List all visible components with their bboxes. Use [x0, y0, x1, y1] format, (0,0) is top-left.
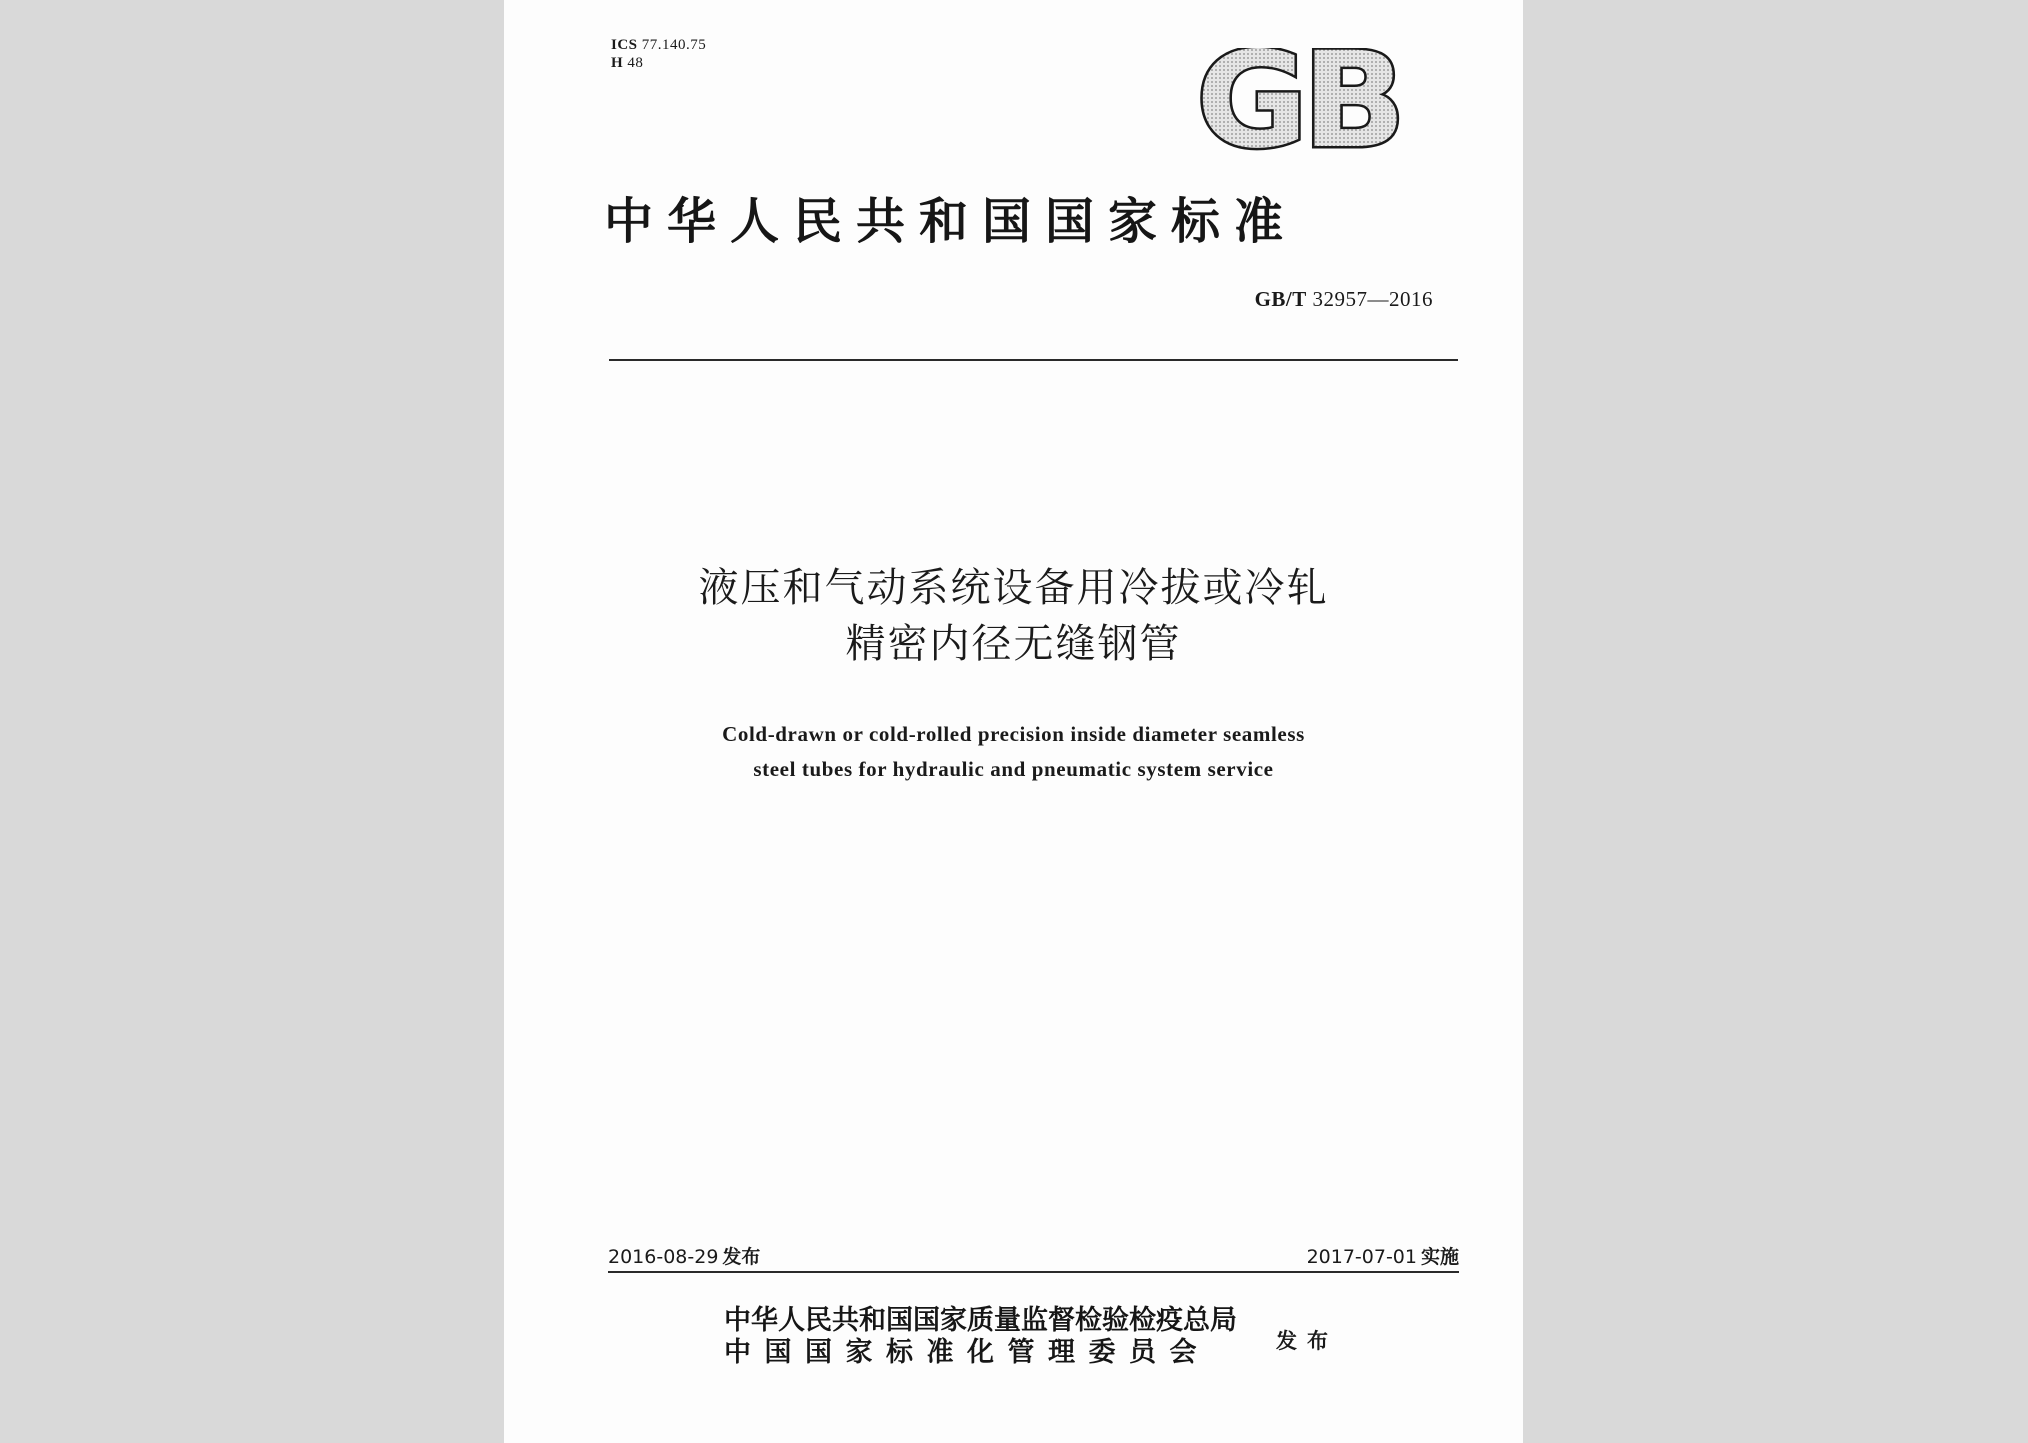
bottom-divider — [608, 1271, 1459, 1273]
ccs-line — [611, 54, 706, 72]
issuer-line-2: 中国国家标准化管理委员会 — [724, 1337, 1210, 1368]
publish-date-value: 2016-08-29 — [608, 1246, 719, 1268]
ccs-label: H — [611, 55, 624, 71]
ics-code: 77.140.75 — [641, 37, 707, 53]
ics-line — [611, 36, 706, 54]
top-divider — [609, 359, 1458, 361]
document-page — [504, 0, 1523, 1443]
gb-logo-text: GB — [1196, 48, 1400, 152]
standard-number-prefix: GB/T — [1254, 287, 1307, 311]
issuer-line-1: 中华人民共和国国家质量监督检验检疫总局 — [724, 1305, 1237, 1336]
implement-date-value: 2017-07-01 — [1306, 1246, 1417, 1268]
issuing-authorities — [724, 1305, 1237, 1369]
standard-number-value: 32957—2016 — [1312, 287, 1433, 311]
english-title-line-2: steel tubes for hydraulic and pneumatic system service — [753, 757, 1274, 781]
chinese-title-line-2: 精密内径无缝钢管 — [845, 621, 1182, 667]
chinese-title — [504, 560, 1523, 672]
chinese-title-line-1: 液压和气动系统设备用冷拔或冷轧 — [698, 565, 1329, 611]
english-title-line-1: Cold-drawn or cold-rolled precision inside diameter seamless — [722, 722, 1305, 746]
gb-logo-icon — [1194, 48, 1404, 152]
issue-word: 发布 — [1276, 1328, 1338, 1353]
implement-date — [1307, 1242, 1459, 1269]
ccs-code: 48 — [627, 55, 644, 71]
publish-date-label: 发布 — [722, 1246, 761, 1268]
implement-date-label: 实施 — [1420, 1246, 1459, 1268]
english-title — [504, 717, 1523, 787]
ics-label: ICS — [611, 37, 638, 53]
national-standard-title: 中华人民共和国国家标准 — [604, 192, 1298, 250]
publish-date — [608, 1242, 760, 1269]
classification-codes — [611, 36, 706, 72]
standard-number — [1255, 287, 1433, 312]
